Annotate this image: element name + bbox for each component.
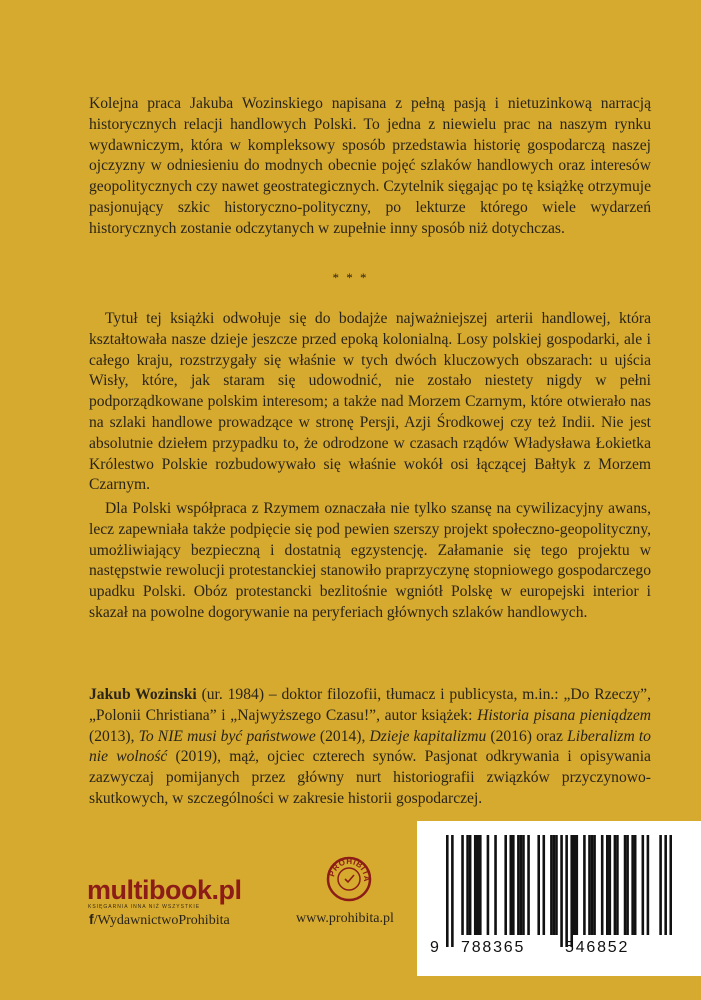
barcode-bar (624, 835, 627, 935)
barcode-bar (583, 835, 586, 935)
website-url: www.prohibita.pl (296, 911, 394, 926)
barcode-bars (446, 835, 672, 947)
isbn-group-1: 788365 (461, 939, 526, 956)
multibook-tagline: KSIĘGARNIA INNA NIŻ WSZYSTKIE (88, 904, 201, 910)
barcode-bar (446, 835, 449, 947)
barcode-bar (555, 835, 558, 935)
bio-text: (2013), (89, 727, 139, 745)
barcode-bar (647, 835, 650, 935)
barcode-bar (609, 835, 612, 935)
bio-text: (2016) oraz (486, 727, 568, 745)
barcode-bar (634, 835, 637, 935)
barcode-bar (642, 835, 645, 935)
barcode-bar (487, 835, 490, 935)
barcode-bar (669, 835, 672, 935)
description-paragraph-1: Kolejna praca Jakuba Wozinskiego napisana z pełną pasją i nietuzinkową narracją historycznych relacji handlowych Polski. To jedna z niewielu prac na naszym rynku wydawniczym, która w kompleksowy sposób przedstawia historię gospodarczą naszej ojczyzny w odniesieniu do modnych obecnie pojęć szlaków handlowych oraz interesów geopolitycznych czy nawet geostrategicznych. Czytelnik sięgając po tę książkę otrzymuje pasjonujący szkic historyczno-polityczny, po lekturze którego wiele wydarzeń historycznych zostanie odczytanych w zupełnie inny sposób niż dotychczas. (89, 95, 651, 237)
book-title: To NIE musi być państwowe (138, 727, 316, 745)
barcode-bar (451, 835, 454, 947)
barcode-bar (614, 835, 617, 935)
barcode-bar (504, 835, 507, 935)
author-name: Jakub Wozinski (89, 686, 197, 703)
barcode-bar (616, 835, 619, 935)
barcode-bar (494, 835, 497, 935)
svg-text:PROHIBITA: PROHIBITA (327, 856, 372, 883)
barcode-bar (601, 835, 604, 935)
barcode-bar (537, 835, 540, 935)
barcode-bar (626, 835, 629, 935)
barcode-bar (560, 835, 563, 947)
barcode-bar (527, 835, 530, 935)
isbn-barcode (417, 821, 701, 976)
barcode-bar (522, 835, 525, 935)
multibook-logo (87, 876, 257, 914)
book-title: Dzieje kapitalizmu (369, 727, 487, 745)
prohibita-logo (326, 856, 372, 902)
barcode-bar (553, 835, 556, 935)
bio-text: (2014), (315, 727, 370, 745)
isbn-first-digit: 9 (430, 939, 439, 956)
bio-text: (2019), mąż, ojciec czterech synów. Pasjonat odkrywania i opisywania zazwyczaj pomijanych przez główny nurt historiografii związków przyczynowo-skutkowych, w szczególności w zakresie historii gospodarczej. (89, 748, 651, 807)
bio-text: (ur. 1984) – doktor filozofii, tłumacz i publicysta, m.in.: „Do Rzeczy”, „Polonii Christiana” i „Najwyższego Czasu!”, autor książek: (89, 686, 652, 724)
barcode-bar (659, 835, 662, 935)
barcode-bar (664, 835, 667, 935)
book-title: Liberalizm to nie wolność (89, 727, 651, 766)
barcode-bar (479, 835, 482, 935)
barcode-bar (593, 835, 596, 935)
barcode-bar (461, 835, 464, 935)
barcode-bar (520, 835, 523, 935)
barcode-bar (588, 835, 591, 935)
description-paragraph-2: Tytuł tej książki odwołuje się do bodajże najważniejszej arterii handlowej, która kształtowała nasze dzieje jeszcze przed epoką kolonialną. Losy polskiej gospodarki, ale i całego kraju, rozstrzygały się właśnie w tych dwóch kluczowych obszarach: u ujścia Wisły, które, jak staram się udowodnić, nie zostało niestety nigdy w pełni podporządkowane polskim interesom; a także nad Morzem Czarnym, które otwierało nas na szlaki handlowe prowadzące w stronę Persji, Azji Środkowej czy też Indii. Nie jest absolutnie dziełem przypadku to, że odrodzone w czasach rządów Władysława Łokietka Królestwo Polskie rozbudowywało się właśnie wokół osi łączącej Bałtyk z Morzem Czarnym. (89, 310, 651, 494)
barcode-bar (576, 835, 579, 935)
section-separator: * * * (332, 270, 369, 285)
barcode-bar (469, 835, 472, 935)
author-bio (89, 685, 651, 810)
description-paragraph-3: Dla Polski współpraca z Rzymem oznaczała nie tylko szansę na cywilizacyjny awans, lecz zapewniała także podpięcie się pod pewien szerszy projekt społeczno-geopolityczny, umożliwiający bezpieczną i dostatnią egzystencję. Załamanie się tego projektu w następstwie rewolucji protestanckiej stanowiło praprzyczynę stopniowego gospodarczego upadku Polski. Obóz protestancki bezlitośnie wgniótł Polskę w europejski interior i skazał na powolne dogorywanie na peryferiach głównych szlaków handlowych. (89, 500, 651, 621)
barcode-bar (517, 835, 520, 935)
barcode-bar (512, 835, 515, 935)
multibook-wordmark: multibook.pl (87, 875, 242, 905)
barcode-bar (476, 835, 479, 935)
book-title: Historia pisana pieniądzem (477, 706, 652, 724)
facebook-icon: f (89, 911, 94, 927)
facebook-handle (89, 911, 230, 929)
barcode-bar (542, 835, 545, 935)
barcode-bar (570, 835, 573, 947)
isbn-group-2: 546852 (565, 939, 630, 956)
barcode-bar (591, 835, 594, 935)
barcode-bar (606, 835, 609, 935)
barcode-bar (466, 835, 469, 935)
barcode-bar (474, 835, 477, 935)
barcode-bar (631, 835, 634, 935)
barcode-bar (573, 835, 576, 935)
barcode-bar (565, 835, 568, 947)
facebook-text: /WydawnictwoProhibita (93, 913, 230, 928)
barcode-bar (509, 835, 512, 935)
barcode-bar (550, 835, 553, 935)
